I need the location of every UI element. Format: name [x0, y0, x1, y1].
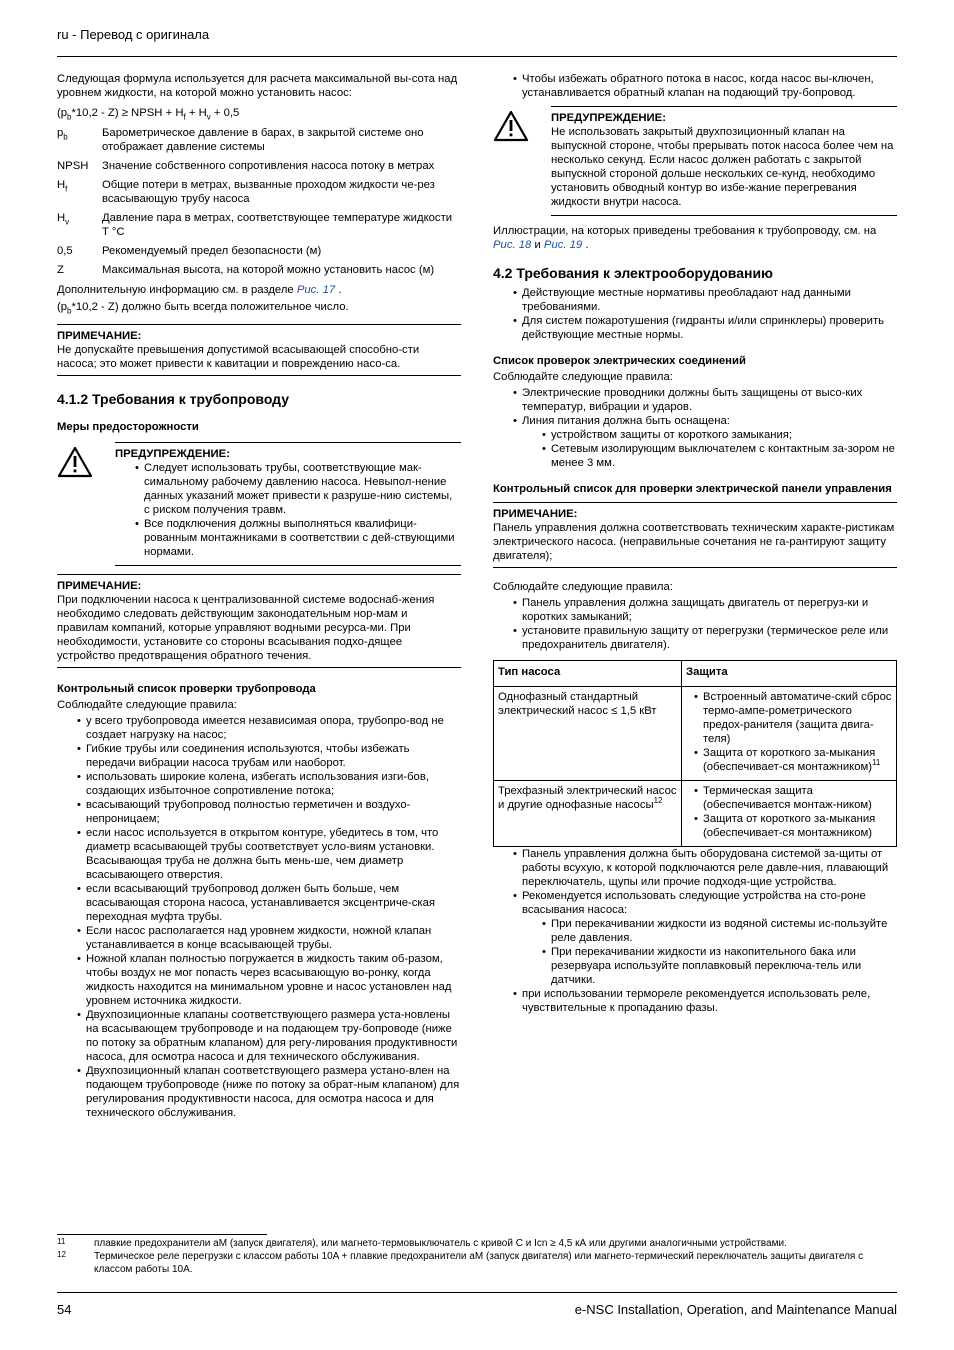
definition-row — [57, 244, 461, 258]
list-item: • установите правильную защиту от перегрузки (термическое реле или предохранитель двигателя). — [493, 624, 897, 652]
definition-term: $H_f$ — [57, 179, 68, 194]
formula-intro: Следующая формула используется для расчета максимальной вы-сота над уровнем жидкости, на которой можно установить насос: — [57, 73, 458, 99]
list-item: • Двухпозиционный клапан соответствующего размера устано-влен на подающем трубопроводе (ниже по потоку за обрат-ным клапаном) для регулирования продуктивности насоса, для осмотра насоса и для технического обслуживания. — [57, 1064, 461, 1120]
note-text: При подключении насоса к централизованной системе водоснаб-жения необходимо следовать действующим законодательным нор-мам и правилам компаний, которые управляют водными ресурса-ми. При необходимости, установите со стороны всасывания подхо-дящее устройство предотвращения обратного течения. — [57, 594, 435, 662]
figure-link-18[interactable]: Рис. 18 — [493, 239, 532, 251]
list-item: • устройством защиты от короткого замыкания; — [493, 428, 897, 442]
power-line-sublist — [493, 428, 897, 470]
definition-desc: Значение собственного сопротивления насоса потоку в метрах — [102, 160, 435, 172]
panel-checklist-heading: Контрольный список для проверки электрической панели управления — [493, 483, 892, 495]
table-row — [494, 687, 897, 781]
left-column — [57, 72, 461, 1120]
piping-checklist — [57, 714, 461, 1120]
definition-desc: Общие потери в метрах, вызванные проходом жидкости че-рез всасывающую трубу насоса — [102, 179, 435, 205]
note-control-panel — [493, 502, 897, 568]
definition-row — [57, 263, 461, 277]
note-water-supply — [57, 574, 461, 668]
definition-term: NPSH — [57, 160, 89, 172]
table-row — [494, 781, 897, 847]
column-header-protection: Защита — [682, 661, 897, 687]
panel-rules-list — [493, 596, 897, 652]
figure-link-17[interactable]: Рис. 17 — [296, 284, 336, 296]
definition-row — [57, 126, 461, 154]
definition-term: 0,5 — [57, 245, 73, 257]
definition-row — [57, 178, 461, 206]
list-item: • Линия питания должна быть оснащена: — [493, 414, 897, 428]
warning-title: ПРЕДУПРЕЖДЕНИЕ: — [115, 448, 230, 460]
list-item: • Защита от короткого за-мыкания (обеспечивает-ся монтажником)$^{11}$ — [686, 746, 892, 774]
electrical-checklist-heading: Список проверок электрических соединений — [493, 355, 746, 367]
piping-checklist-heading: Контрольный список проверки трубопровода — [57, 683, 316, 695]
list-item: • Если насос располагается над уровнем жидкости, ножной клапан устанавливается в конце всасывающей трубы. — [57, 924, 461, 952]
page-number: 54 — [57, 1302, 72, 1317]
footnote-number: 11 — [57, 1237, 66, 1246]
positive-note: $(p_b*10,2 - Z)$ должно быть всегда положительное число. — [57, 301, 349, 316]
section-heading-electrical: 4.2 Требования к электрооборудованию — [493, 265, 774, 281]
definition-row — [57, 211, 461, 239]
list-item: • При перекачивании жидкости из накопительного бака или резервуара используйте поплавковый переключа-тель или датчики. — [493, 945, 897, 987]
warning-text: Не использовать закрытый двухпозиционный клапан на выпускной стороне, чтобы прерывать поток насоса более чем на несколько секунд. Если насос должен работать с закрытой выпускной стороной дольше нескольких се-кунд, необходимо установить обводный контур во избе-жание перегревания жидкости внутри насоса. — [551, 126, 894, 208]
footer-rule — [57, 1292, 897, 1293]
list-item: • Встроенный автоматиче-ский сброс термо-ампе-рометрического предох-ранителя (защита двига-теля) — [686, 690, 892, 746]
more-info: Дополнительную информацию см. в разделе Рис. 17 . — [57, 284, 342, 296]
footnotes — [57, 1234, 897, 1276]
rules-intro: Соблюдайте следующие правила: — [493, 581, 673, 593]
footnote — [57, 1237, 897, 1250]
page-header: ru - Перевод с оригинала — [57, 27, 210, 42]
thermal-relay-list — [493, 987, 897, 1015]
definition-term: $H_v$ — [57, 212, 70, 227]
list-item: • Ножной клапан полностью погружается в жидкость таким об-разом, чтобы воздух не мог попасть через всасывающую во-ронку, когда жидкость находится на минимальном уровне и насос установлен над уровнем источника жидкости. — [57, 952, 461, 1008]
electrical-checklist — [493, 386, 897, 428]
header-rule — [57, 56, 897, 57]
note-title: ПРИМЕЧАНИЕ: — [493, 508, 578, 520]
footnote-text: плавкие предохранители aM (запуск двигателя), или магнето-термовыключатель с кривой C и Icn ≥ 4,5 кА или другими аналогичными устройствами. — [94, 1238, 787, 1249]
section-heading-piping: 4.1.2 Требования к трубопроводу — [57, 391, 290, 407]
note-text: Не допускайте превышения допустимой всасывающей способно-сти насоса; это может привести к кавитации и повреждению насо-са. — [57, 344, 420, 370]
footnote-text: Термическое реле перегрузки с классом работы 10A + плавкие предохранители aM (запуск двигателя) или магнето-термический переключатель защиты двигателя с классом работы 10A. — [94, 1251, 864, 1275]
list-item: • Сетевым изолирующим выключателем с контактным за-зором не менее 3 мм. — [493, 442, 897, 470]
note-title: ПРИМЕЧАНИЕ: — [57, 330, 142, 342]
list-item: • Электрические проводники должны быть защищены от высо-ких температур, вибрации и ударов. — [493, 386, 897, 414]
list-item: • использовать широкие колена, избегать использования изги-бов, создающих избыточное сопротивление потока; — [57, 770, 461, 798]
column-header-pump-type: Тип насоса — [494, 661, 682, 687]
list-item: • Панель управления должна быть оборудована системой за-щиты от работы всухую, к которой подключаются реле давле-ния, плавающий переключатель, щупы или прочие подходя-щие устройства. — [493, 847, 897, 889]
warning-list — [115, 461, 461, 559]
list-item: • Гибкие трубы или соединения используются, чтобы избежать передачи вибрации насоса трубам или наоборот. — [57, 742, 461, 770]
definition-term: Z — [57, 264, 64, 276]
definition-desc: Давление пара в метрах, соответствующее температуре жидкости T °C — [102, 212, 453, 238]
list-item: • если насос используется в открытом контуре, убедитесь в том, что диаметр всасывающей трубы соответствует усло-виям установки. Всасывающая труба не должна быть мень-ше, чем диаметр всасывающего отверстия. — [57, 826, 461, 882]
footnote — [57, 1250, 897, 1276]
definition-term: $p_b$ — [57, 127, 68, 142]
dry-run-list — [493, 847, 897, 917]
pump-type-cell: Однофазный стандартный электрический насос ≤ 1,5 кВт — [494, 687, 682, 781]
definition-list — [57, 126, 461, 277]
list-item: • Рекомендуется использовать следующие устройства на сто-роне всасывания насоса: — [493, 889, 897, 917]
suction-device-sublist — [493, 917, 897, 987]
list-item: • Чтобы избежать обратного потока в насос, когда насос вы-ключен, устанавливается обратный клапан на подающий тру-бопровод. — [493, 72, 897, 100]
list-item: • При перекачивании жидкости из водяной системы ис-пользуйте реле давления. — [493, 917, 897, 945]
illustrations-ref: Иллюстрации, на которых приведены требования к трубопроводу, см. на Рис. 18 и Рис. 19 . — [493, 225, 877, 251]
check-valve-list — [493, 72, 897, 100]
warning-triangle-icon — [57, 442, 115, 566]
list-item: • всасывающий трубопровод полностью герметичен и воздухо-непроницаем; — [57, 798, 461, 826]
note-text: Панель управления должна соответствовать техническим характе-ристикам электрического насоса. (неправильные сочетания не га-рантируют защиту двигателя); — [493, 522, 895, 562]
figure-link-19[interactable]: Рис. 19 — [543, 239, 583, 251]
warning-title: ПРЕДУПРЕЖДЕНИЕ: — [551, 112, 666, 124]
warning-box-valve — [493, 106, 897, 216]
formula: $(p_b*10,2 - Z)$ ≥ NPSH + $H_f + H_v + 0,5$ — [57, 107, 240, 122]
list-item: • Панель управления должна защищать двигатель от перегруз-ки и коротких замыканий; — [493, 596, 897, 624]
protection-table — [493, 660, 897, 847]
list-item: • Защита от короткого за-мыкания (обеспечивает-ся монтажником) — [686, 812, 892, 840]
list-item: • Действующие местные нормативы преобладают над данными требованиями. — [493, 286, 897, 314]
warning-triangle-icon — [493, 106, 551, 216]
electrical-checklist-intro: Соблюдайте следующие правила: — [493, 371, 673, 383]
list-item: • Все подключения должны выполняться квалифици-рованным монтажниками в соответствии с дей-ствующими нормами. — [115, 517, 461, 559]
definition-desc: Барометрическое давление в барах, в закрытой системе оно отображает давление системы — [102, 127, 424, 153]
note-cavitation — [57, 324, 461, 376]
list-item: • Для систем пожаротушения (гидранты и/или спринклеры) проверить действующие местные нормы. — [493, 314, 897, 342]
electrical-requirements-list — [493, 286, 897, 342]
table-header-row — [494, 661, 897, 687]
protection-cell — [682, 687, 897, 781]
footnote-rule — [57, 1234, 267, 1235]
list-item: • при использовании термореле рекомендуется использовать реле, чувствительные к пропаданию фазы. — [493, 987, 897, 1015]
list-item: • Двухпозиционные клапаны соответствующего размера уста-новлены на всасывающем трубопроводе и на подающем тру-бопроводе (ниже по потоку за обратным клапаном) для регу-лирования продуктивности насоса, для осмотра насоса и для технического обслуживания. — [57, 1008, 461, 1064]
definition-row — [57, 159, 461, 173]
definition-desc: Рекомендуемый предел безопасности (м) — [102, 245, 322, 257]
pump-type-cell: Трехфазный электрический насос и другие однофазные насосы$^{12}$ — [494, 781, 682, 847]
footnote-number: 12 — [57, 1250, 66, 1259]
protection-cell — [682, 781, 897, 847]
warning-box-pipes — [57, 442, 461, 566]
list-item: • Следует использовать трубы, соответствующие мак-симальному рабочему давлению насоса. Невыпол-нение данных указаний может привести к разруше-нию системы, с риском получения травм. — [115, 461, 461, 517]
manual-title: e-NSC Installation, Operation, and Maintenance Manual — [574, 1302, 897, 1317]
definition-desc: Максимальная высота, на которой можно установить насос (м) — [102, 264, 435, 276]
list-item: • у всего трубопровода имеется независимая опора, трубопро-вод не создает нагрузку на насос; — [57, 714, 461, 742]
list-item: • Термическая защита (обеспечивается монтаж-ником) — [686, 784, 892, 812]
note-title: ПРИМЕЧАНИЕ: — [57, 580, 142, 592]
checklist-intro: Соблюдайте следующие правила: — [57, 699, 237, 711]
precautions-heading: Меры предосторожности — [57, 421, 199, 433]
list-item: • если всасывающий трубопровод должен быть больше, чем всасывающая сторона насоса, устанавливается эксцентриче-ская переходная муфта трубы. — [57, 882, 461, 924]
right-column — [493, 72, 897, 1015]
